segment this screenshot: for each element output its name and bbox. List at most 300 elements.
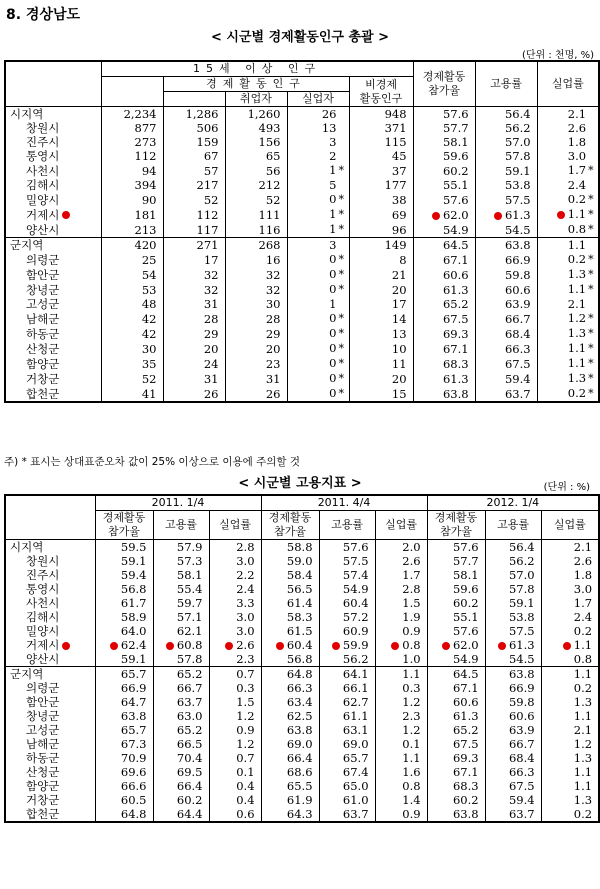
table-row — [5, 723, 599, 737]
cell-value — [261, 540, 319, 555]
cell-value: 56.4 — [504, 107, 531, 121]
cell-number: 1.2 — [402, 695, 421, 709]
cell-value: 42 — [141, 326, 157, 341]
cell-value — [541, 751, 599, 765]
cell-value — [541, 624, 599, 638]
cell-value: 57.6 — [442, 192, 469, 207]
cell-eap — [163, 222, 225, 238]
cell-number: 0.9 — [402, 624, 421, 638]
cell-value — [541, 681, 599, 695]
cell-number: 61.7 — [120, 596, 147, 610]
cell-number: 1.5 — [236, 695, 255, 709]
cell-number: 63.8 — [120, 709, 147, 723]
region-name: 김해시 — [5, 178, 101, 192]
cell-number: 66.3 — [508, 765, 535, 779]
cell-value — [375, 554, 427, 568]
region-name: 고성군 — [5, 723, 95, 737]
table-row — [5, 178, 599, 192]
cell-value — [209, 582, 261, 596]
cell-value: 0 — [329, 282, 337, 296]
highlight-dot-icon — [498, 642, 506, 650]
cell-number: 1.6 — [402, 765, 421, 779]
cell-number: 63.7 — [342, 807, 369, 821]
highlight-dot-icon — [442, 642, 450, 650]
cell-er — [475, 149, 537, 163]
cell-number: 1.1 — [573, 638, 593, 652]
cell-pop — [101, 371, 163, 386]
reliability-star: * — [588, 223, 594, 236]
cell-unemp — [287, 371, 349, 386]
table-row — [5, 252, 599, 267]
highlight-dot-icon — [166, 642, 174, 650]
cell-value: 61.3 — [442, 282, 469, 297]
economic-population-table — [4, 60, 600, 403]
header-pop15: 15세 이상 인구 — [101, 61, 413, 77]
cell-value: 38 — [391, 192, 407, 207]
cell-number: 59.7 — [176, 596, 203, 610]
cell-value: 2.6 — [567, 121, 587, 135]
cell-number: 63.0 — [176, 709, 203, 723]
cell-value — [541, 610, 599, 624]
cell-ur — [537, 267, 599, 282]
cell-value — [319, 652, 375, 667]
cell-emp — [225, 178, 287, 192]
cell-value — [485, 610, 541, 624]
reliability-star: * — [588, 357, 594, 370]
cell-value: 3 — [329, 238, 337, 252]
cell-part — [413, 222, 475, 238]
cell-number: 62.1 — [176, 624, 203, 638]
cell-number: 66.9 — [508, 681, 535, 695]
reliability-star: * — [588, 387, 594, 400]
reliability-star: * — [588, 327, 594, 340]
region-name: 진주시 — [5, 568, 95, 582]
cell-value — [427, 807, 485, 822]
table-row — [5, 192, 599, 207]
cell-value — [319, 751, 375, 765]
cell-value — [375, 709, 427, 723]
cell-pop — [101, 282, 163, 297]
cell-value — [427, 751, 485, 765]
cell-pop — [101, 386, 163, 402]
cell-value: 58.1 — [442, 135, 469, 149]
cell-value — [261, 681, 319, 695]
cell-value — [541, 667, 599, 682]
cell-value: 25 — [141, 252, 157, 267]
region-name: 시지역 — [5, 540, 95, 555]
cell-er — [475, 252, 537, 267]
cell-ur — [537, 238, 599, 253]
cell-number: 66.3 — [286, 681, 313, 695]
region-name: 거창군 — [5, 371, 101, 386]
region-name: 남해군 — [5, 737, 95, 751]
cell-part — [413, 341, 475, 356]
cell-value — [319, 779, 375, 793]
cell-value: 0 — [329, 252, 337, 266]
cell-ur — [537, 192, 599, 207]
cell-number: 58.4 — [286, 568, 313, 582]
cell-number: 57.8 — [176, 652, 203, 666]
cell-value: 1 — [329, 222, 337, 236]
cell-value — [541, 652, 599, 667]
cell-number: 3.0 — [573, 582, 593, 596]
cell-number: 67.5 — [452, 737, 479, 751]
cell-value — [209, 765, 261, 779]
cell-value — [485, 807, 541, 822]
cell-value — [153, 582, 209, 596]
cell-number: 57.3 — [176, 554, 203, 568]
cell-part — [413, 135, 475, 149]
cell-number: 62.7 — [342, 695, 369, 709]
cell-number: 70.9 — [120, 751, 147, 765]
cell-value — [427, 624, 485, 638]
cell-number: 2.8 — [236, 540, 255, 554]
cell-value — [153, 709, 209, 723]
cell-unemp — [287, 238, 349, 253]
cell-part — [413, 311, 475, 326]
cell-number: 63.1 — [342, 723, 369, 737]
cell-eap — [163, 341, 225, 356]
cell-emp — [225, 326, 287, 341]
cell-value: 32 — [203, 267, 219, 282]
cell-value: 90 — [141, 192, 157, 207]
cell-unemp — [287, 192, 349, 207]
cell-value — [95, 709, 153, 723]
cell-value: 54.5 — [504, 222, 531, 237]
cell-value: 1 — [329, 207, 337, 221]
employment-indicator-table — [4, 494, 600, 823]
table-row — [5, 356, 599, 371]
table-row — [5, 386, 599, 402]
cell-value: 26 — [203, 386, 219, 401]
cell-number: 1.8 — [573, 568, 593, 582]
table-row — [5, 222, 599, 238]
cell-value: 1.1 — [567, 207, 587, 221]
cell-value — [541, 638, 599, 652]
cell-value — [95, 624, 153, 638]
cell-number: 55.4 — [176, 582, 203, 596]
cell-unemp — [287, 282, 349, 297]
cell-value: 57.7 — [442, 121, 469, 135]
cell-number: 2.6 — [402, 554, 421, 568]
sub-header-unemployment-rate: 실업률 — [375, 511, 427, 540]
cell-value: 20 — [203, 341, 219, 356]
cell-er — [475, 121, 537, 135]
cell-number: 63.7 — [176, 695, 203, 709]
cell-number: 3.0 — [236, 554, 255, 568]
cell-number: 65.7 — [342, 751, 369, 765]
cell-value: 116 — [258, 222, 281, 237]
cell-value — [153, 652, 209, 667]
cell-emp — [225, 192, 287, 207]
cell-ur — [537, 297, 599, 311]
cell-value: 1,286 — [185, 107, 219, 121]
table-row — [5, 779, 599, 793]
cell-number: 2.6 — [236, 638, 255, 652]
cell-value: 2.1 — [567, 297, 587, 311]
cell-value: 23 — [265, 356, 281, 371]
table-row — [5, 326, 599, 341]
cell-value: 45 — [391, 149, 407, 163]
cell-value — [485, 638, 541, 652]
cell-part — [413, 207, 475, 222]
highlight-dot-icon — [432, 212, 440, 220]
cell-er — [475, 222, 537, 238]
cell-number: 0.9 — [402, 807, 421, 821]
cell-value: 56.2 — [504, 121, 531, 135]
cell-number: 67.1 — [452, 681, 479, 695]
reliability-star: * — [338, 327, 344, 340]
cell-value: 1.3 — [567, 371, 587, 385]
cell-number: 63.4 — [286, 695, 313, 709]
cell-value — [541, 765, 599, 779]
cell-number: 65.7 — [120, 667, 147, 681]
cell-value — [485, 596, 541, 610]
region-name: 창원시 — [5, 554, 95, 568]
cell-eap — [163, 326, 225, 341]
cell-number: 61.1 — [342, 709, 369, 723]
table-row — [5, 554, 599, 568]
cell-value — [95, 596, 153, 610]
cell-value — [261, 582, 319, 596]
cell-number: 65.5 — [286, 779, 313, 793]
cell-number: 67.1 — [452, 765, 479, 779]
cell-eap — [163, 252, 225, 267]
header-non-econ: 비경제 활동인구 — [349, 77, 413, 107]
cell-number: 57.5 — [508, 624, 535, 638]
cell-pop — [101, 238, 163, 253]
cell-value: 63.9 — [504, 297, 531, 311]
cell-value — [427, 793, 485, 807]
cell-value — [375, 779, 427, 793]
table-row — [5, 582, 599, 596]
cell-value: 0 — [329, 356, 337, 370]
reliability-star: * — [338, 223, 344, 236]
cell-number: 1.2 — [236, 737, 255, 751]
cell-nonec — [349, 192, 413, 207]
reliability-star: * — [338, 357, 344, 370]
cell-ur — [537, 371, 599, 386]
cell-number: 57.4 — [342, 568, 369, 582]
cell-unemp — [287, 163, 349, 178]
cell-number: 66.7 — [508, 737, 535, 751]
cell-value — [375, 681, 427, 695]
cell-value: 20 — [391, 282, 407, 297]
cell-er — [475, 386, 537, 402]
cell-value — [427, 596, 485, 610]
cell-pop — [101, 207, 163, 222]
cell-part — [413, 386, 475, 402]
cell-value — [541, 540, 599, 555]
period-2012-q1: 2012. 1/4 — [427, 495, 599, 511]
cell-value: 67.1 — [442, 341, 469, 356]
cell-value — [261, 695, 319, 709]
cell-ur — [537, 282, 599, 297]
cell-value: 1,260 — [247, 107, 281, 121]
cell-value — [319, 667, 375, 682]
cell-number: 57.0 — [508, 568, 535, 582]
cell-value — [485, 624, 541, 638]
cell-value — [95, 554, 153, 568]
cell-number: 62.5 — [286, 709, 313, 723]
cell-value: 66.7 — [504, 311, 531, 326]
table-row — [5, 667, 599, 682]
cell-number: 57.8 — [508, 582, 535, 596]
cell-nonec — [349, 282, 413, 297]
cell-part — [413, 121, 475, 135]
cell-eap — [163, 282, 225, 297]
cell-er — [475, 163, 537, 178]
cell-value: 66.9 — [504, 252, 531, 267]
cell-value — [261, 737, 319, 751]
cell-value: 48 — [141, 297, 157, 311]
cell-number: 60.4 — [342, 596, 369, 610]
cell-number: 69.0 — [342, 737, 369, 751]
cell-value: 68.3 — [442, 356, 469, 371]
cell-value — [95, 540, 153, 555]
cell-value: 52 — [141, 371, 157, 386]
cell-value: 948 — [384, 107, 407, 121]
cell-unemp — [287, 222, 349, 238]
cell-number: 0.7 — [236, 751, 255, 765]
cell-number: 1.2 — [402, 723, 421, 737]
cell-number: 56.8 — [286, 652, 313, 666]
cell-number: 64.8 — [286, 667, 313, 681]
cell-number: 60.2 — [452, 793, 479, 807]
cell-nonec — [349, 149, 413, 163]
cell-number: 57.9 — [176, 540, 203, 554]
cell-ur — [537, 356, 599, 371]
cell-number: 59.1 — [120, 554, 147, 568]
region-name: 산청군 — [5, 341, 101, 356]
cell-number: 1.1 — [573, 709, 593, 723]
cell-pop — [101, 135, 163, 149]
cell-value — [261, 751, 319, 765]
cell-value — [319, 681, 375, 695]
table-row — [5, 737, 599, 751]
cell-value: 59.1 — [504, 163, 531, 178]
cell-number: 2.2 — [236, 568, 255, 582]
cell-unemp — [287, 207, 349, 222]
region-name: 양산시 — [5, 222, 101, 238]
cell-value — [375, 793, 427, 807]
cell-value — [153, 667, 209, 682]
cell-value — [153, 624, 209, 638]
region-name: 합천군 — [5, 807, 95, 822]
cell-value — [261, 652, 319, 667]
cell-value: 57.8 — [504, 149, 531, 163]
cell-number: 58.9 — [120, 610, 147, 624]
cell-er — [475, 371, 537, 386]
table-row — [5, 107, 599, 122]
region-name: 군지역 — [5, 667, 95, 682]
cell-unemp — [287, 121, 349, 135]
cell-er — [475, 326, 537, 341]
cell-value: 2.4 — [567, 178, 587, 192]
cell-emp — [225, 135, 287, 149]
cell-emp — [225, 297, 287, 311]
cell-er — [475, 135, 537, 149]
region-name: 의령군 — [5, 252, 101, 267]
reliability-star: * — [338, 312, 344, 325]
cell-value — [261, 723, 319, 737]
cell-value: 0.2 — [567, 386, 587, 400]
cell-number: 64.8 — [120, 807, 147, 821]
cell-value: 66.3 — [504, 341, 531, 356]
cell-number: 57.6 — [342, 540, 369, 554]
table-row — [5, 638, 599, 652]
cell-unemp — [287, 267, 349, 282]
cell-number: 59.1 — [508, 596, 535, 610]
cell-value: 61.3 — [504, 207, 531, 222]
table-row — [5, 652, 599, 667]
cell-value — [261, 765, 319, 779]
cell-number: 69.3 — [452, 751, 479, 765]
cell-value — [209, 793, 261, 807]
cell-value: 1.1 — [567, 356, 587, 370]
sub-header-employment-rate: 고용률 — [153, 511, 209, 540]
cell-number: 2.8 — [402, 582, 421, 596]
cell-value — [95, 723, 153, 737]
cell-value — [95, 582, 153, 596]
cell-emp — [225, 341, 287, 356]
cell-value: 52 — [203, 192, 219, 207]
table-row — [5, 297, 599, 311]
cell-value: 177 — [384, 178, 407, 192]
cell-value — [319, 540, 375, 555]
cell-value — [427, 695, 485, 709]
cell-value — [427, 610, 485, 624]
cell-value — [153, 568, 209, 582]
cell-nonec — [349, 356, 413, 371]
cell-value: 28 — [203, 311, 219, 326]
cell-number: 59.6 — [452, 582, 479, 596]
cell-value — [485, 737, 541, 751]
highlight-dot-icon — [276, 642, 284, 650]
cell-eap — [163, 192, 225, 207]
cell-value — [427, 652, 485, 667]
cell-value — [261, 638, 319, 652]
cell-ur — [537, 386, 599, 402]
table1-title: < 시군별 경제활동인구 총괄 > — [210, 30, 390, 45]
cell-value: 61.3 — [442, 371, 469, 386]
region-name: 의령군 — [5, 681, 95, 695]
table-row — [5, 695, 599, 709]
cell-value: 31 — [265, 371, 281, 386]
cell-value: 54 — [141, 267, 157, 282]
cell-value — [375, 807, 427, 822]
cell-number: 60.5 — [120, 793, 147, 807]
table-row — [5, 371, 599, 386]
cell-number: 58.1 — [452, 568, 479, 582]
cell-nonec — [349, 326, 413, 341]
cell-pop — [101, 311, 163, 326]
cell-value: 11 — [391, 356, 407, 371]
cell-value: 420 — [134, 238, 157, 252]
cell-number: 67.4 — [342, 765, 369, 779]
cell-nonec — [349, 222, 413, 238]
cell-value: 149 — [384, 238, 407, 252]
cell-eap — [163, 356, 225, 371]
cell-number: 0.6 — [236, 807, 255, 821]
cell-value: 0.2 — [567, 252, 587, 266]
cell-value: 1.2 — [567, 311, 587, 325]
cell-value: 0 — [329, 192, 337, 206]
cell-value — [541, 709, 599, 723]
cell-number: 0.2 — [573, 624, 593, 638]
cell-value: 159 — [196, 135, 219, 149]
cell-number: 0.3 — [236, 681, 255, 695]
